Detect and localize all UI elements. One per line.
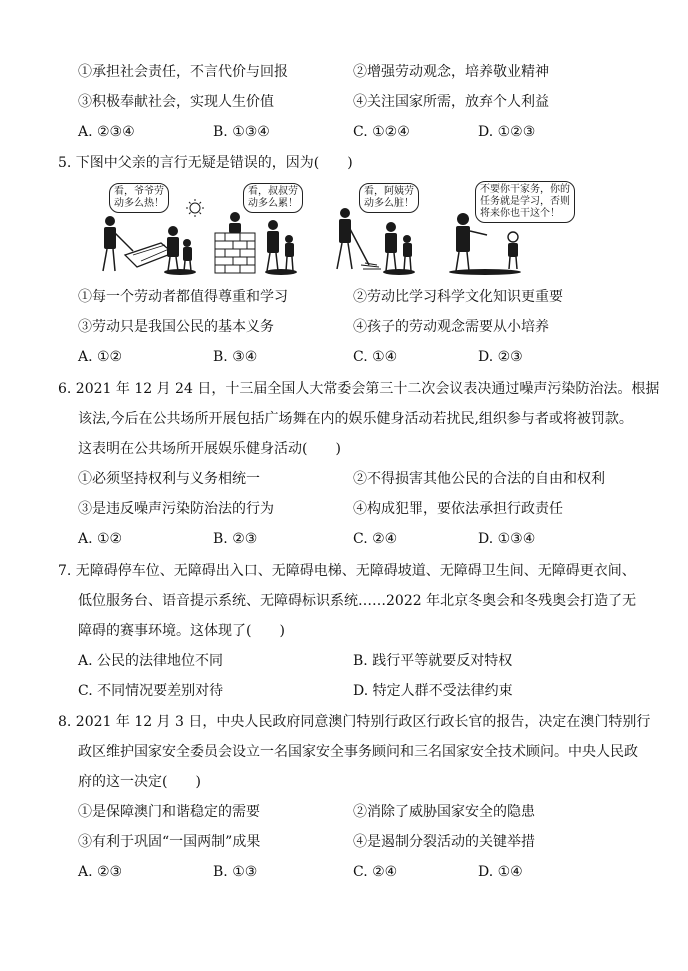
q7-choice-c[interactable]: C. 不同情况要差别对待 (78, 683, 224, 699)
panel-1-figures (103, 216, 196, 275)
panel-2-figures (215, 212, 297, 275)
q7-choice-b[interactable]: B. 践行平等就要反对特权 (353, 653, 513, 669)
speech-bubble-2: 看，叔叔劳 动多么累！ (243, 183, 303, 213)
q4-statement-2: ②增强劳动观念，培养敬业精神 (353, 64, 549, 80)
q5-choice-d[interactable]: D. ②③ (478, 349, 523, 365)
q4-choice-d[interactable]: D. ①②③ (478, 124, 536, 140)
q6-choice-c[interactable]: C. ②④ (353, 531, 398, 547)
q7-stem-line-2: 低位服务台、语音提示系统、无障碍标识系统……2022 年北京冬奥会和冬残奥会打造了无 (78, 593, 637, 609)
q8-choice-c[interactable]: C. ②④ (353, 864, 398, 880)
q6-statement-4: ④构成犯罪，要依法承担行政责任 (353, 501, 563, 517)
q5-choice-b[interactable]: B. ③④ (213, 349, 258, 365)
q4-choice-c[interactable]: C. ①②④ (353, 124, 410, 140)
q8-stem-line-1: 8. 2021 年 12 月 3 日，中央人民政府同意澳门特别行政区行政长官的报告，决定在澳门特别行 (58, 714, 651, 730)
q6-choice-b[interactable]: B. ②③ (213, 531, 258, 547)
sun-icon (186, 199, 204, 217)
q6-stem-line-1: 6. 2021 年 12 月 24 日，十三届全国人大常委会第三十二次会议表决通过噪声污染防治法。根据 (58, 381, 660, 397)
q8-statement-2: ②消除了威胁国家安全的隐患 (353, 804, 535, 820)
q6-statement-2: ②不得损害其他公民的合法的自由和权利 (353, 471, 605, 487)
q7-choice-a[interactable]: A. 公民的法律地位不同 (78, 653, 224, 669)
q8-statement-1: ①是保障澳门和谐稳定的需要 (78, 804, 260, 820)
q4-choice-b[interactable]: B. ①③④ (213, 124, 270, 140)
q8-choice-a[interactable]: A. ②③ (78, 864, 123, 880)
speech-bubble-3: 看，阿姨劳 动多么脏！ (359, 183, 419, 213)
q8-choice-d[interactable]: D. ①④ (478, 864, 523, 880)
q7-stem-line-3: 障碍的赛事环境。这体现了( ) (78, 623, 285, 639)
q8-choice-b[interactable]: B. ①③ (213, 864, 258, 880)
q7-choice-d[interactable]: D. 特定人群不受法律约束 (353, 683, 513, 699)
q5-choice-c[interactable]: C. ①④ (353, 349, 398, 365)
q4-statement-4: ④关注国家所需，放弃个人利益 (353, 94, 549, 110)
q7-stem-line-1: 7. 无障碍停车位、无障碍出入口、无障碍电梯、无障碍坡道、无障碍卫生间、无障碍更衣间、 (58, 563, 636, 579)
q4-statement-1: ①承担社会责任，不言代价与回报 (78, 64, 288, 80)
q8-stem-line-3: 府的这一决定( ) (78, 774, 201, 790)
q6-stem-line-3: 这表明在公共场所开展娱乐健身活动( ) (78, 441, 341, 457)
q6-choice-a[interactable]: A. ①② (78, 531, 123, 547)
q5-statement-2: ②劳动比学习科学文化知识更重要 (353, 289, 563, 305)
q5-statement-3: ③劳动只是我国公民的基本义务 (78, 319, 274, 335)
q5-cartoon (95, 183, 595, 278)
q8-statement-3: ③有利于巩固“一国两制”成果 (78, 834, 261, 850)
q6-choice-d[interactable]: D. ①③④ (478, 531, 536, 547)
speech-bubble-4: 不要你干家务，你的 任务就是学习，否则 将来你也干这个！ (475, 181, 575, 223)
q6-stem-line-2: 该法,今后在公共场所开展包括广场舞在内的娱乐健身活动若扰民,组织参与者或将被罚款。 (78, 411, 633, 427)
q5-statement-1: ①每一个劳动者都值得尊重和学习 (78, 289, 288, 305)
q8-stem-line-2: 政区维护国家安全委员会设立一名国家安全事务顾问和三名国家安全技术顾问。中央人民政 (78, 744, 638, 760)
panel-3-figures (337, 208, 415, 275)
q6-statement-1: ①必须坚持权利与义务相统一 (78, 471, 260, 487)
q4-choice-a[interactable]: A. ②③④ (78, 124, 135, 140)
q6-statement-3: ③是违反噪声污染防治法的行为 (78, 501, 274, 517)
q4-statement-3: ③积极奉献社会，实现人生价值 (78, 94, 274, 110)
q5-choice-a[interactable]: A. ①② (78, 349, 123, 365)
q8-statement-4: ④是遏制分裂活动的关键举措 (353, 834, 535, 850)
speech-bubble-1: 看，爷爷劳 动多么热！ (109, 183, 169, 213)
q5-stem: 5. 下图中父亲的言行无疑是错误的，因为( ) (58, 155, 353, 171)
q5-statement-4: ④孩子的劳动观念需要从小培养 (353, 319, 549, 335)
